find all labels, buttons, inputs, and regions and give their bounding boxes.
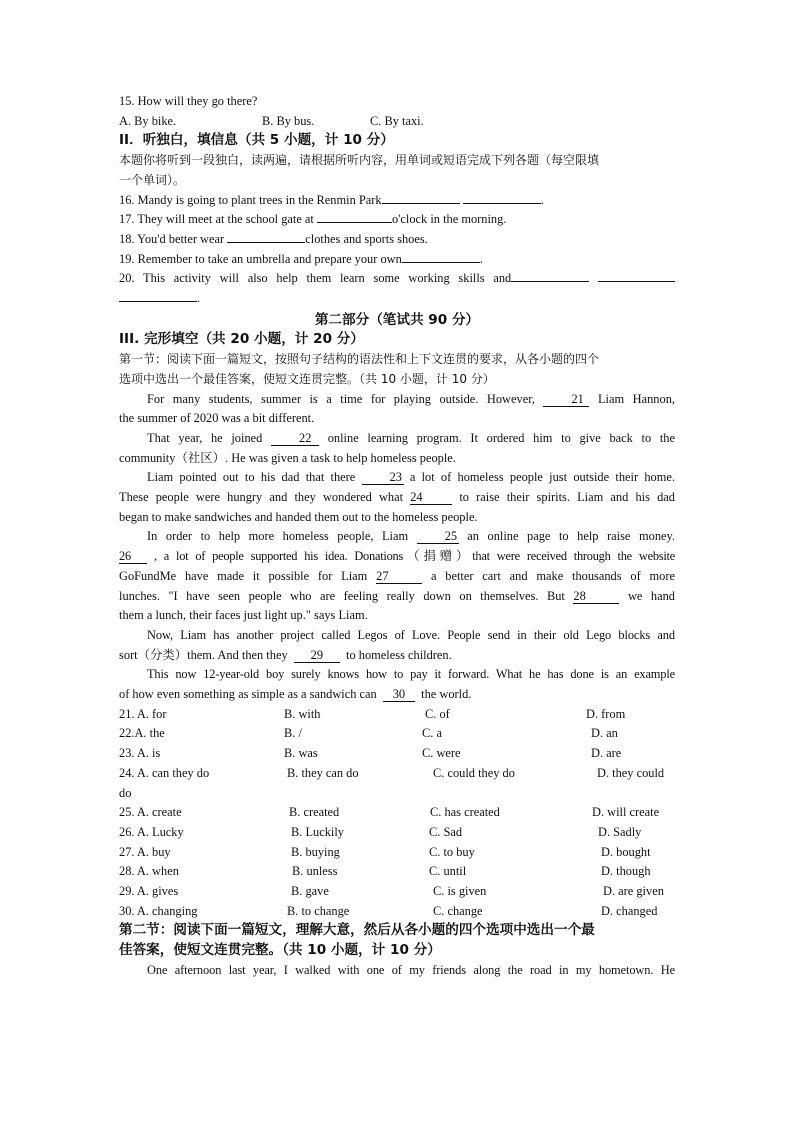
choice-b[interactable]: B. they can do xyxy=(287,765,359,780)
choice-c[interactable]: C. is given xyxy=(433,883,487,898)
section-2-instruction-cont: 一个单词）。 xyxy=(119,172,186,187)
choice-b[interactable]: B. unless xyxy=(292,864,338,879)
choice-a[interactable]: 22.A. the xyxy=(119,726,165,741)
passage-line: community（社区）. He was given a task to help homeless people. xyxy=(119,450,456,465)
sec1-instruction-cont: 选项中选出一个最佳答案，使短文连贯完整。（共 10 小题，计 10 分） xyxy=(119,371,495,386)
question-15: 15. How will they go there? xyxy=(119,94,258,108)
choice-b[interactable]: B. / xyxy=(284,726,302,741)
passage-text: lunches. "I have seen people who are feeling really down on themselves. But xyxy=(119,588,565,603)
choice-row xyxy=(119,882,675,902)
blank-27: 27 xyxy=(376,569,422,584)
question-18-text-end: clothes and sports shoes. xyxy=(305,231,428,246)
blank-21: 21 xyxy=(543,392,589,407)
passage-text: sort（分类）them. And then they xyxy=(119,647,288,662)
choice-b[interactable]: B. Luckily xyxy=(291,824,344,839)
option-c: C. By taxi. xyxy=(370,113,424,128)
passage-line xyxy=(119,547,675,567)
passage-line xyxy=(119,488,675,508)
passage-line: began to make sandwiches and handed them out to the homeless people. xyxy=(119,509,478,524)
question-18-text: 18. You'd better wear xyxy=(119,231,225,246)
blank-25: 25 xyxy=(417,529,459,544)
answer-blank[interactable] xyxy=(317,210,392,223)
question-18 xyxy=(119,230,675,250)
choice-d[interactable]: D. changed xyxy=(601,903,658,918)
passage-text: Liam Hannon, xyxy=(597,391,675,406)
blank-29: 29 xyxy=(294,648,340,663)
choice-b[interactable]: B. was xyxy=(284,746,318,761)
passage-line xyxy=(119,587,675,607)
passage-text: an online page to help raise money. xyxy=(467,529,675,544)
choice-c[interactable]: C. to buy xyxy=(429,844,475,859)
passage-text: These people were hungry and they wondered what xyxy=(119,490,404,505)
choice-a[interactable]: 27. A. buy xyxy=(119,844,171,859)
sec2-title-cont: 佳答案，使短文连贯完整。（共 10 小题，计 10 分） xyxy=(119,942,441,959)
choice-d[interactable]: D. though xyxy=(601,864,651,879)
passage-text: to homeless children. xyxy=(346,647,452,662)
answer-blank[interactable] xyxy=(598,269,675,282)
question-19-text: 19. Remember to take an umbrella and prepare your own xyxy=(119,251,402,266)
choice-row xyxy=(119,764,675,784)
choice-c[interactable]: C. until xyxy=(429,864,467,879)
question-16: 16. Mandy is going to plant trees in the Renmin Park . xyxy=(119,192,544,207)
question-20-cont: . xyxy=(119,289,675,309)
choice-c[interactable]: C. a xyxy=(422,726,442,741)
passage-line xyxy=(119,567,675,587)
choice-c[interactable]: C. could they do xyxy=(433,765,515,780)
answer-blank[interactable] xyxy=(382,191,460,204)
passage-text: Liam pointed out to his dad that there xyxy=(147,470,356,485)
choice-d[interactable]: D. an xyxy=(591,726,618,741)
answer-blank[interactable] xyxy=(227,230,305,243)
part-2-title: 第二部分（笔试共 90 分） xyxy=(314,311,480,328)
answer-blank[interactable] xyxy=(511,269,589,282)
passage-text: , a lot of people supported his idea. Donations（捐赠）that were received through the website xyxy=(153,549,675,564)
blank-23: 23 xyxy=(362,470,404,485)
choice-b[interactable]: B. with xyxy=(284,706,321,721)
passage-line: the summer of 2020 was a bit different. xyxy=(119,411,315,426)
passage-line: them a lunch, their faces just light up." says Liam. xyxy=(119,608,368,623)
choice-row xyxy=(119,803,675,823)
choice-a[interactable]: 29. A. gives xyxy=(119,883,179,898)
choice-d[interactable]: D. are given xyxy=(603,883,664,898)
passage-text: a better cart and make thousands of more xyxy=(430,568,675,583)
passage-line: This now 12-year-old boy surely knows how to pay it forward. What he has done is an example xyxy=(147,667,675,682)
passage-line xyxy=(119,527,675,547)
blank-30: 30 xyxy=(383,687,415,702)
passage-text: For many students, summer is a time for playing outside. However, xyxy=(147,391,535,406)
passage-text: a lot of homeless people just outside their home. xyxy=(409,470,675,485)
passage-text: the world. xyxy=(421,687,472,702)
choice-row xyxy=(119,843,675,863)
choice-d[interactable]: D. bought xyxy=(601,844,651,859)
passage-text: GoFundMe have made it possible for Liam xyxy=(119,568,368,583)
choice-d[interactable]: D. they could xyxy=(597,765,665,780)
question-15-options xyxy=(119,112,675,132)
passage-text: to raise their spirits. Liam and his dad xyxy=(459,490,675,505)
choice-c[interactable]: C. of xyxy=(425,706,450,721)
choice-a[interactable]: 24. A. can they do xyxy=(119,765,210,780)
option-b: B. By bus. xyxy=(262,113,315,128)
choice-d[interactable]: D. will create xyxy=(592,805,660,820)
passage-text: online learning program. It ordered him to give back to the xyxy=(327,430,675,445)
choice-row xyxy=(119,705,675,725)
choice-row xyxy=(119,724,675,744)
choice-b[interactable]: B. gave xyxy=(291,883,329,898)
passage-line: Now, Liam has another project called Legos of Love. People send in their old Lego blocks and xyxy=(147,627,675,642)
section-2-instruction: 本题你将听到一段独白，读两遍，请根据所听内容，用单词或短语完成下列各题（每空限填 xyxy=(119,153,600,168)
section-2-title: II．听独白，填信息（共 5 小题，计 10 分） xyxy=(119,132,394,149)
option-a: A. By bike. xyxy=(119,113,177,128)
choice-row xyxy=(119,823,675,843)
choice-d[interactable]: D. are xyxy=(591,746,622,761)
blank-28: 28 xyxy=(573,589,619,604)
blank-24: 24 xyxy=(410,490,452,505)
choice-row xyxy=(119,902,675,922)
choice-c[interactable]: C. Sad xyxy=(429,824,463,839)
passage-text: of how even something as simple as a sandwich can xyxy=(119,687,377,702)
question-19: 19. Remember to take an umbrella and prepare your own . xyxy=(119,251,483,266)
choice-a[interactable]: 25. A. create xyxy=(119,805,182,820)
choice-b[interactable]: B. created xyxy=(289,805,340,820)
choice-d[interactable]: D. from xyxy=(586,706,626,721)
choice-a[interactable]: 28. A. when xyxy=(119,864,179,879)
choice-c[interactable]: C. were xyxy=(422,746,461,761)
choice-c[interactable]: C. has created xyxy=(430,805,500,820)
blank-26: 26 xyxy=(119,549,147,564)
exam-page xyxy=(119,92,675,980)
passage-line xyxy=(119,468,675,488)
passage-text: we hand xyxy=(627,588,675,603)
passage-line: One afternoon last year, I walked with one of my friends along the road in my hometown. He xyxy=(147,962,675,977)
question-20-text: 20. This activity will also help them learn some working skills and xyxy=(119,271,512,286)
choice-a[interactable]: 23. A. is xyxy=(119,746,161,761)
question-16-text: 16. Mandy is going to plant trees in the Renmin Park xyxy=(119,192,382,207)
blank-22: 22 xyxy=(271,431,319,446)
question-17-text-end: o'clock in the morning. xyxy=(391,212,507,227)
passage-text: In order to help more homeless people, Liam xyxy=(147,529,409,544)
choice-a[interactable]: 21. A. for xyxy=(119,706,167,721)
choice-wrap: do xyxy=(119,785,132,800)
sec1-instruction: 第一节：阅读下面一篇短文，按照句子结构的语法性和上下文连贯的要求，从各小题的四个 xyxy=(119,352,600,367)
passage-text: That year, he joined xyxy=(147,430,263,445)
passage-line xyxy=(119,429,675,449)
passage-line xyxy=(119,390,675,410)
choice-a[interactable]: 26. A. Lucky xyxy=(119,824,184,839)
choice-row xyxy=(119,744,675,764)
question-17-text: 17. They will meet at the school gate at xyxy=(119,212,314,227)
choice-b[interactable]: B. to change xyxy=(287,903,350,918)
answer-blank[interactable] xyxy=(463,191,541,204)
sec2-title: 第二节：阅读下面一篇短文，理解大意，然后从各小题的四个选项中选出一个最 xyxy=(119,922,595,939)
question-20 xyxy=(119,269,675,289)
question-17 xyxy=(119,210,675,230)
passage-line xyxy=(119,646,675,666)
choice-a[interactable]: 30. A. changing xyxy=(119,903,198,918)
choice-d[interactable]: D. Sadly xyxy=(598,824,642,839)
answer-blank[interactable] xyxy=(119,289,197,302)
choice-c[interactable]: C. change xyxy=(433,903,483,918)
choice-b[interactable]: B. buying xyxy=(291,844,340,859)
section-3-title: III. 完形填空（共 20 小题，计 20 分） xyxy=(119,331,364,348)
answer-blank[interactable] xyxy=(402,250,480,263)
choice-row xyxy=(119,862,675,882)
passage-line xyxy=(119,685,675,705)
